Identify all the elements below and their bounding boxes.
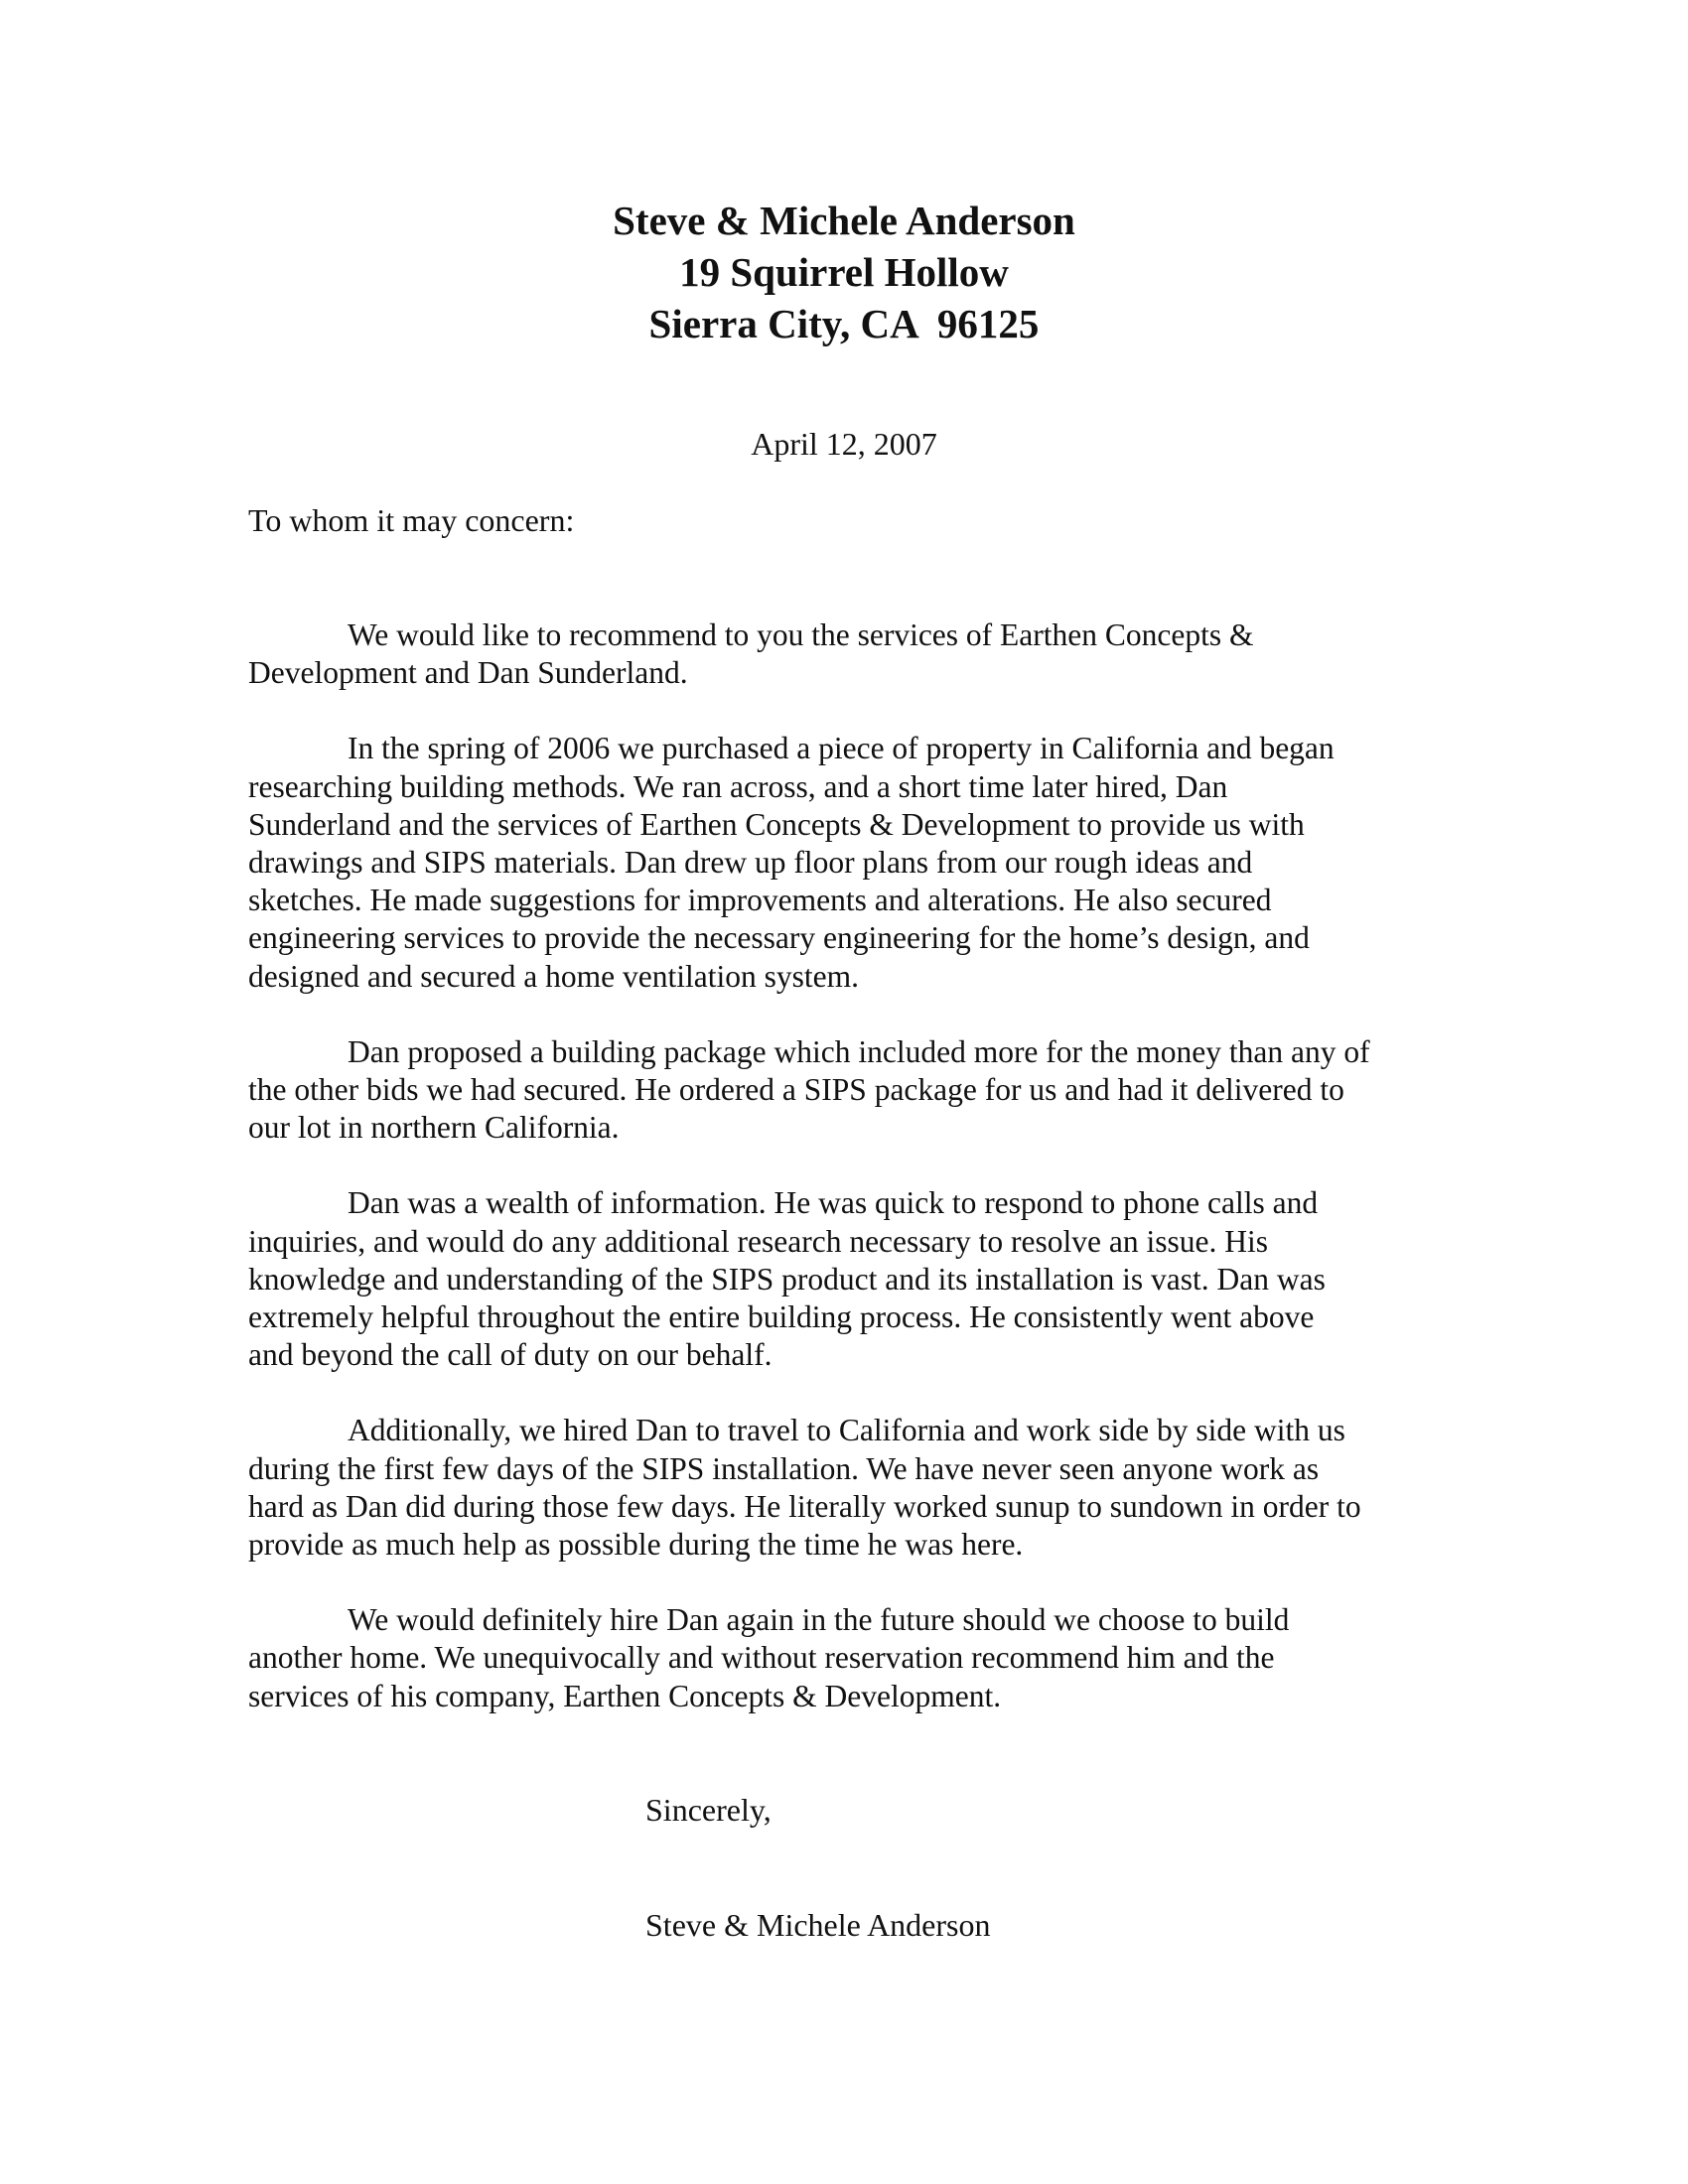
paragraph-4: Dan was a wealth of information. He was quick to respond to phone calls and inquiries, and would do any additional research necessary to resolve an issue. His knowledge and understanding of the SIPS product and its installation is vast. Dan was extremely helpful throughout the entire building process. He consistently went above and beyond the call of duty on our behalf. — [248, 1185, 1326, 1373]
letterhead — [0, 195, 1688, 349]
letter-body — [248, 616, 1450, 1753]
sender-street: 19 Squirrel Hollow — [679, 249, 1009, 295]
sender-name: Steve & Michele Anderson — [613, 198, 1075, 243]
salutation: To whom it may concern: — [248, 502, 575, 538]
letter-date: April 12, 2007 — [751, 426, 937, 462]
paragraph-2: In the spring of 2006 we purchased a piece of property in California and began researching building methods. We ran across, and a short time later hired, Dan Sunderland and the services of Earthen Concepts & Development to provide us with drawings and SIPS materials. Dan drew up floor plans from our rough ideas and sketches. He made suggestions for improvements and alterations. He also secured engineering services to provide the necessary engineering for the home’s design, and designed and secured a home ventilation system. — [248, 731, 1335, 994]
signature: Steve & Michele Anderson — [645, 1907, 991, 1943]
sender-city: Sierra City, CA 96125 — [648, 301, 1040, 346]
closing: Sincerely, — [645, 1792, 772, 1828]
paragraph-3: Dan proposed a building package which included more for the money than any of the other bids we had secured. He ordered a SIPS package for us and had it delivered to our lot in northern California. — [248, 1033, 1370, 1146]
paragraph-6: We would definitely hire Dan again in the future should we choose to build another home. We unequivocally and without reservation recommend him and the services of his company, Earthen Concepts & Development. — [248, 1602, 1290, 1713]
paragraph-5: Additionally, we hired Dan to travel to California and work side by side with us during the first few days of the SIPS installation. We have never seen anyone work as hard as Dan did during those few days. He literally worked sunup to sundown in order to provide as much help as possible during the time he was here. — [248, 1413, 1361, 1563]
paragraph-1: We would like to recommend to you the services of Earthen Concepts & Development and Dan Sunderland. — [248, 617, 1254, 691]
